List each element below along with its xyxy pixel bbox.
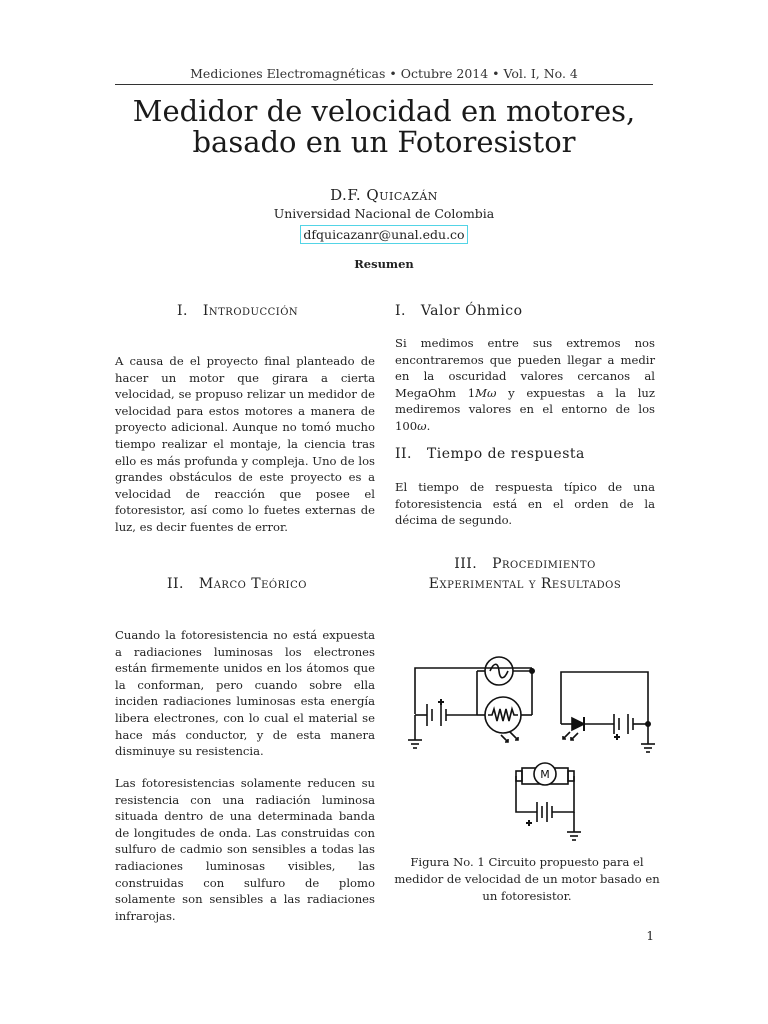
ground-icon xyxy=(641,724,655,752)
photoresistor-circuit xyxy=(408,657,534,748)
section-title-line-2: Experimental y Resultados xyxy=(428,576,622,592)
led-circuit xyxy=(561,672,655,752)
page-number: 1 xyxy=(646,929,654,943)
marco-text-1: Cuando la fotoresistencia no está expuesta a radiaciones luminosas los electrones están firmemente unidos en los átomos que la conforman, pero cuando sobre ella inciden radiaciones luminosas esta energía libera electrones, con lo cual el material se hace más conductor, y de esta manera disminuye su resistencia. xyxy=(115,628,375,759)
ground-icon xyxy=(408,715,422,748)
battery-icon xyxy=(526,802,552,826)
battery-icon xyxy=(427,699,446,726)
abstract-heading: Resumen xyxy=(354,257,414,271)
figure-caption: Figura No. 1 Circuito propuesto para el medidor de velocidad de un motor basado en un fotoresistor. xyxy=(394,855,660,903)
title-line-1: Medidor de velocidad en motores, xyxy=(132,94,636,128)
section-number: III. xyxy=(454,556,478,572)
photoresistor-icon xyxy=(485,697,521,742)
tiempo-text: El tiempo de respuesta típico de una fotoresistencia está en el orden de la décima de segundo. xyxy=(395,480,655,528)
marco-paragraph-2 xyxy=(115,775,375,924)
section-number: II. xyxy=(395,446,413,462)
section-number: I. xyxy=(395,303,406,319)
section-title: Marco Teórico xyxy=(198,576,307,592)
led-diode-icon xyxy=(563,717,584,740)
megaohm-unit: Mω xyxy=(475,385,497,400)
ground-icon xyxy=(567,812,581,840)
title-line-2: basado en un Fotoresistor xyxy=(192,125,576,159)
section-heading-valor xyxy=(395,303,523,319)
section-heading-proc xyxy=(395,556,655,592)
valor-text xyxy=(395,335,655,435)
battery-icon xyxy=(614,714,633,740)
section-title: Tiempo de respuesta xyxy=(426,446,585,462)
section-title-line-1: Procedimiento xyxy=(492,556,596,572)
marco-paragraph-1 xyxy=(115,627,375,760)
circuit-diagram-figure xyxy=(402,616,662,856)
header-rule xyxy=(115,84,653,85)
motor-label: M xyxy=(540,768,550,781)
motor-circuit xyxy=(516,763,581,840)
section-number: I. xyxy=(177,303,188,319)
author-name: D.F. Quicazán xyxy=(330,186,438,204)
section-number: II. xyxy=(167,576,185,592)
ohm-unit: ω xyxy=(417,418,427,433)
section-title: Introducción xyxy=(202,303,299,319)
valor-paragraph xyxy=(395,335,655,435)
author-email-link[interactable]: dfquicazanr@unal.edu.co xyxy=(300,225,467,244)
section-title: Valor Óhmico xyxy=(420,303,523,319)
ac-source-icon xyxy=(485,657,513,685)
section-heading-intro xyxy=(177,303,298,319)
journal-header: Mediciones Electromagnéticas • Octubre 2014 • Vol. I, No. 4 xyxy=(190,66,578,81)
section-heading-marco xyxy=(167,576,307,592)
intro-paragraph xyxy=(115,353,375,536)
tiempo-paragraph xyxy=(395,479,655,529)
section-heading-tiempo xyxy=(395,446,585,462)
valor-text-b: y expuestas a la luz mediremos valores en el entorno de los 100 xyxy=(395,385,655,433)
paper-title xyxy=(100,96,668,158)
marco-text-2: Las fotoresistencias solamente reducen su resistencia con una radiación luminosa situada dentro de una determinada banda de longitudes de onda. Las construidas con sulfuro de cadmio son sensibles a todas las radiaciones luminosas visibles, las construidas con sulfuro de plomo solamente son sensibles a las radiaciones infrarojas. xyxy=(115,776,375,923)
intro-text: A causa de el proyecto final planteado de hacer un motor que girara a cierta velocidad, se propuso relizar un medidor de velocidad para estos motores a manera de proyecto adicional. Aunque no tomó mucho tiempo realizar el montaje, la ciencia tras ello es más profunda y compleja. Uno de los grandes obstáculos de este proyecto es a velocidad de reacción que posee el fotoresistor, así como lo fuetes externas de luz, es decir fuentes de error. xyxy=(115,354,375,534)
affiliation: Universidad Nacional de Colombia xyxy=(273,206,495,221)
valor-text-a: Si medimos entre sus extremos nos encontraremos que pueden llegar a medir en la oscuridad valores cercanos al MegaOhm 1 xyxy=(395,336,655,400)
valor-text-c: . xyxy=(426,418,431,433)
